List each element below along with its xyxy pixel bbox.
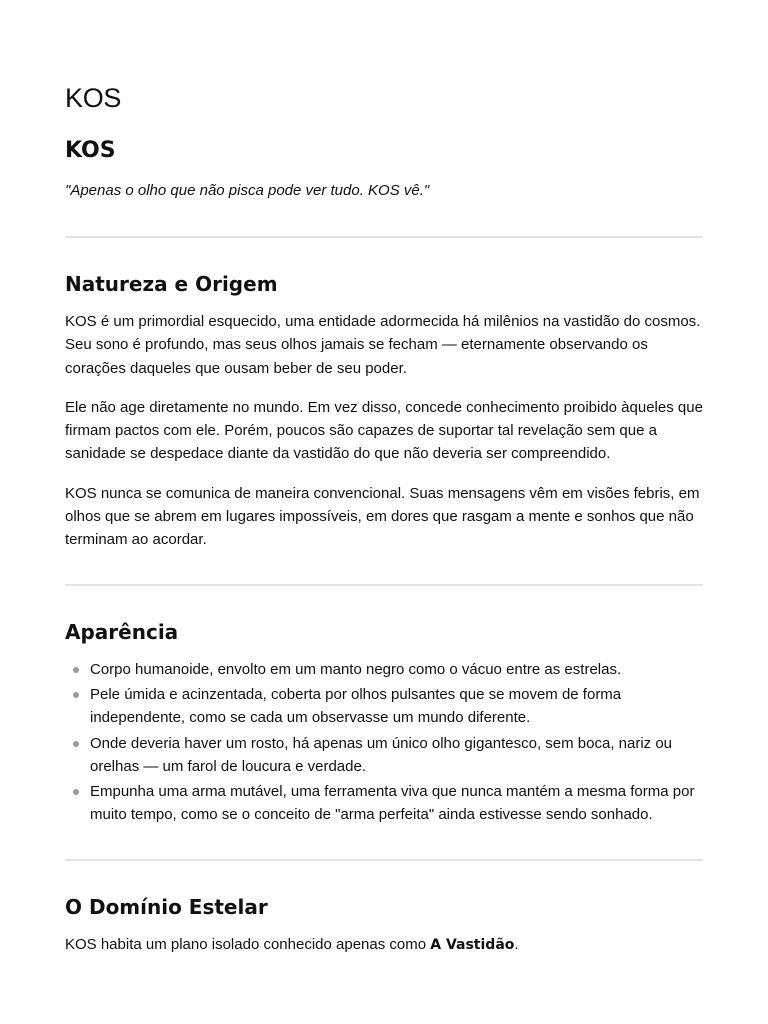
document-title: KOS — [65, 83, 122, 113]
section-heading-domain: O Domínio Estelar — [65, 894, 268, 919]
list-item — [65, 780, 703, 827]
list-item — [65, 732, 703, 779]
bullet-icon — [73, 692, 79, 698]
list-item-text: Empunha uma arma mutável, uma ferramenta viva que nunca mantém a mesma forma por muito tempo, como se o conceito de "arma perfeita" ainda estivesse sendo sonhado. — [90, 783, 695, 824]
bullet-icon — [73, 741, 79, 747]
bullet-icon — [73, 667, 79, 673]
document-subtitle: KOS — [65, 138, 116, 163]
section-divider — [65, 236, 703, 238]
domain-name-bold: A Vastidão — [430, 936, 515, 953]
document-page — [65, 0, 703, 957]
section-divider — [65, 584, 703, 586]
section-divider — [65, 859, 703, 861]
list-item-text: Corpo humanoide, envolto em um manto negro como o vácuo entre as estrelas. — [90, 660, 622, 678]
bullet-icon — [73, 789, 79, 795]
list-item-text: Pele úmida e acinzentada, coberta por olhos pulsantes que se movem de forma independente, como se cada um observasse um mundo diferente. — [90, 685, 622, 727]
epigraph-quote: "Apenas o olho que não pisca pode ver tudo. KOS vê." — [65, 182, 430, 199]
list-item — [65, 683, 703, 730]
domain-paragraph-1 — [65, 933, 703, 957]
nature-paragraph-3: KOS nunca se comunica de maneira convencional. Suas mensagens vêm em visões febris, em olhos que se abrem em lugares impossíveis, em dores que rasgam a mente e sonhos que não terminam ao acordar. — [65, 484, 700, 549]
section-heading-appearance: Aparência — [65, 619, 179, 644]
list-item — [65, 658, 703, 681]
nature-paragraph-1: KOS é um primordial esquecido, uma entidade adormecida há milênios na vastidão do cosmos. Seu sono é profundo, mas seus olhos jamais se fecham — eternamente observando os corações daqueles que ousam beber de seu poder. — [65, 313, 701, 377]
nature-paragraph-2: Ele não age diretamente no mundo. Em vez disso, concede conhecimento proibido àqueles que firmam pactos com ele. Porém, poucos são capazes de suportar tal revelação sem que a sanidade se despedace diante da vastidão do que não deveria ser compreendido. — [65, 398, 703, 463]
domain-intro-text: KOS habita um plano isolado conhecido apenas como — [65, 935, 431, 953]
appearance-list — [65, 658, 703, 827]
domain-intro-end: . — [514, 935, 519, 953]
section-heading-nature: Natureza e Origem — [65, 272, 278, 296]
list-item-text: Onde deveria haver um rosto, há apenas um único olho gigantesco, sem boca, nariz ou orelhas — um farol de loucura e verdade. — [90, 734, 673, 775]
